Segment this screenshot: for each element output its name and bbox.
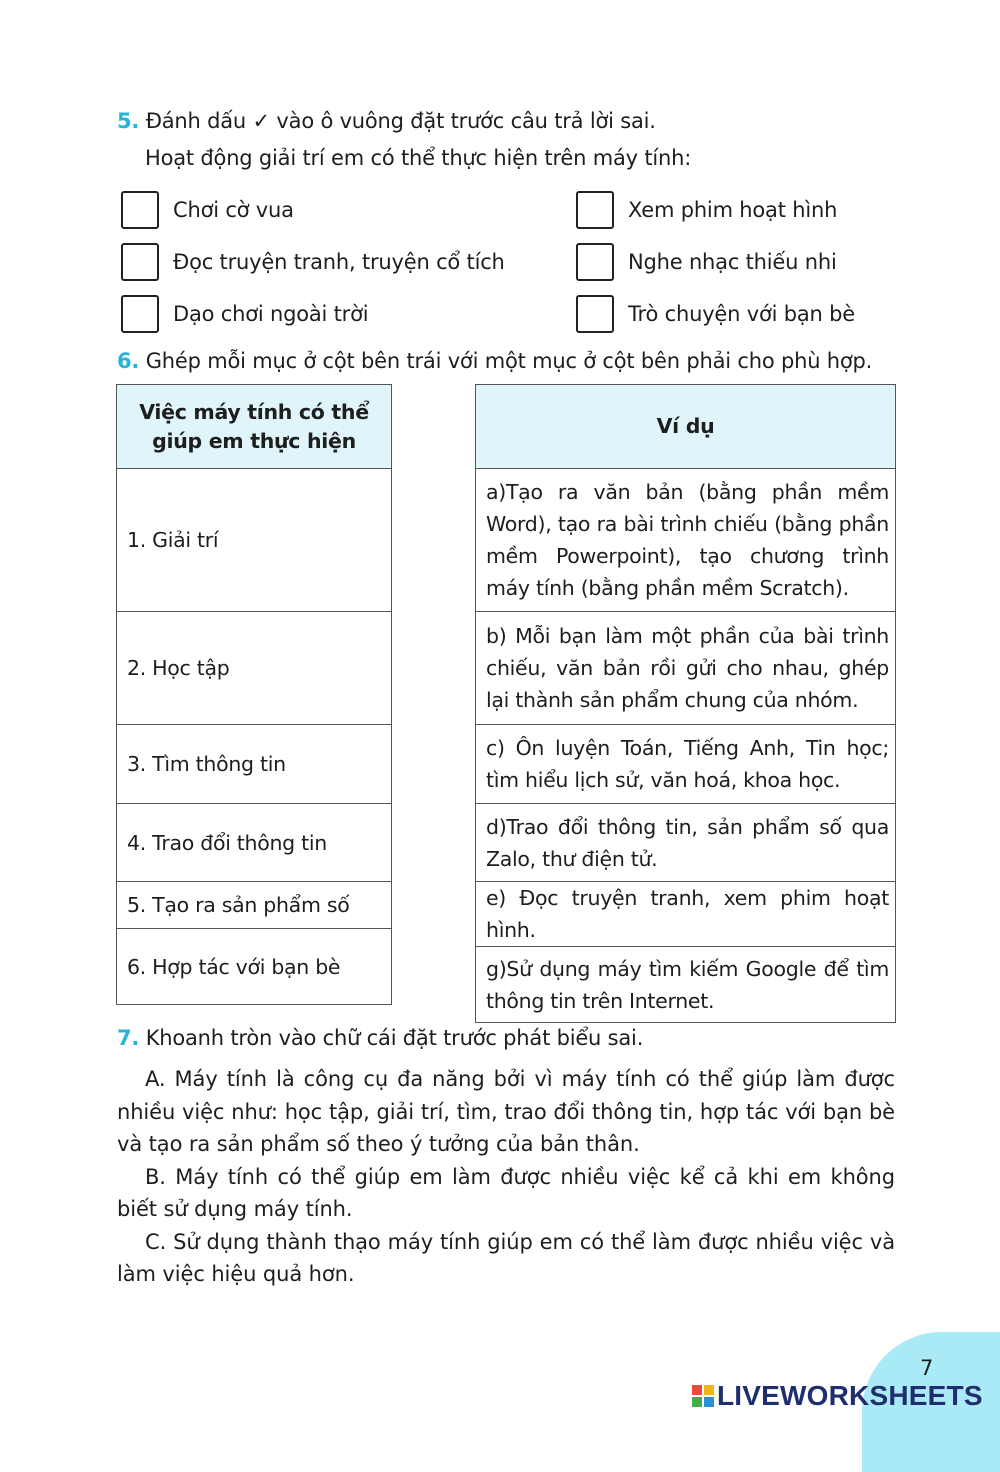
right-item[interactable]: g)Sử dụng máy tìm kiếm Google để tìm thông tin trên Internet. xyxy=(476,947,896,1023)
left-item[interactable]: 6. Hợp tác với bạn bè xyxy=(117,929,392,1005)
statement-c[interactable]: C. Sử dụng thành thạo máy tính giúp em có thể làm được nhiều việc và làm việc hiệu quả hơn. xyxy=(117,1229,895,1286)
right-item[interactable]: c) Ôn luyện Toán, Tiếng Anh, Tin học; tìm hiểu lịch sử, văn hoá, khoa học. xyxy=(476,725,896,804)
left-item[interactable]: 2. Học tập xyxy=(117,612,392,725)
statement-b[interactable]: B. Máy tính có thể giúp em làm được nhiều việc kể cả khi em không biết sử dụng máy tính. xyxy=(117,1164,895,1221)
checkbox-option-6[interactable] xyxy=(576,295,614,333)
option-6 xyxy=(576,292,855,336)
checkbox-option-4[interactable] xyxy=(576,243,614,281)
q6-number: 6. xyxy=(117,349,140,373)
right-item[interactable]: b) Mỗi bạn làm một phần của bài trình chiếu, văn bản rồi gửi cho nhau, ghép lại thành sản phẩm chung của nhóm. xyxy=(476,612,896,725)
q7-number: 7. xyxy=(117,1026,140,1050)
left-item[interactable]: 1. Giải trí xyxy=(117,469,392,612)
page-number: 7 xyxy=(920,1356,934,1380)
right-item[interactable]: d)Trao đổi thông tin, sản phẩm số qua Zalo, thư điện tử. xyxy=(476,804,896,882)
right-item[interactable]: a)Tạo ra văn bản (bằng phần mềm Word), tạo ra bài trình chiếu (bằng phần mềm Powerpoint), tạo chương trình máy tính (bằng phần mềm Scratch). xyxy=(476,469,896,612)
liveworksheets-logo xyxy=(692,1380,983,1412)
q5-number: 5. xyxy=(117,109,140,133)
liveworksheets-icon xyxy=(692,1385,714,1407)
checkbox-option-2[interactable] xyxy=(576,191,614,229)
q6-prompt-text: Ghép mỗi mục ở cột bên trái với một mục ở cột bên phải cho phù hợp. xyxy=(145,349,873,373)
option-label: Đọc truyện tranh, truyện cổ tích xyxy=(173,250,505,274)
option-5 xyxy=(121,292,368,336)
left-header: Việc máy tính có thể giúp em thực hiện xyxy=(117,385,392,469)
checkbox-option-3[interactable] xyxy=(121,243,159,281)
left-column-table xyxy=(116,384,392,1005)
left-item[interactable]: 4. Trao đổi thông tin xyxy=(117,804,392,882)
option-label: Dạo chơi ngoài trời xyxy=(173,302,369,326)
statement-a[interactable]: A. Máy tính là công cụ đa năng bởi vì máy tính có thể giúp làm được nhiều việc như: học tập, giải trí, tìm, trao đổi thông tin, hợp tác với bạn bè và tạo ra sản phẩm số theo ý tưởng của bản thân. xyxy=(117,1067,895,1156)
option-4 xyxy=(576,240,837,284)
brand-name: LIVEWORKSHEETS xyxy=(717,1380,983,1411)
option-label: Xem phim hoạt hình xyxy=(628,198,838,222)
checkbox-option-1[interactable] xyxy=(121,191,159,229)
q5-prompt-end: vào ô vuông đặt trước câu trả lời sai. xyxy=(276,109,656,133)
q5-prompt xyxy=(117,109,656,133)
option-label: Nghe nhạc thiếu nhi xyxy=(628,250,837,274)
q6-prompt xyxy=(117,349,872,373)
q7-prompt xyxy=(117,1026,643,1050)
right-header: Ví dụ xyxy=(476,385,896,469)
q7-prompt-text: Khoanh tròn vào chữ cái đặt trước phát biểu sai. xyxy=(145,1026,644,1050)
right-column-table xyxy=(475,384,896,1023)
q7-statements xyxy=(117,1063,895,1291)
q5-prompt-start: Đánh dấu xyxy=(145,109,247,133)
q5-subtitle: Hoạt động giải trí em có thể thực hiện trên máy tính: xyxy=(145,146,692,170)
option-1 xyxy=(121,188,294,232)
option-label: Chơi cờ vua xyxy=(173,198,294,222)
left-item[interactable]: 5. Tạo ra sản phẩm số xyxy=(117,882,392,929)
option-3 xyxy=(121,240,505,284)
right-item[interactable]: e) Đọc truyện tranh, xem phim hoạt hình. xyxy=(476,882,896,947)
option-2 xyxy=(576,188,837,232)
checkmark-icon: ✓ xyxy=(252,109,270,133)
checkbox-option-5[interactable] xyxy=(121,295,159,333)
option-label: Trò chuyện với bạn bè xyxy=(628,302,855,326)
left-item[interactable]: 3. Tìm thông tin xyxy=(117,725,392,804)
